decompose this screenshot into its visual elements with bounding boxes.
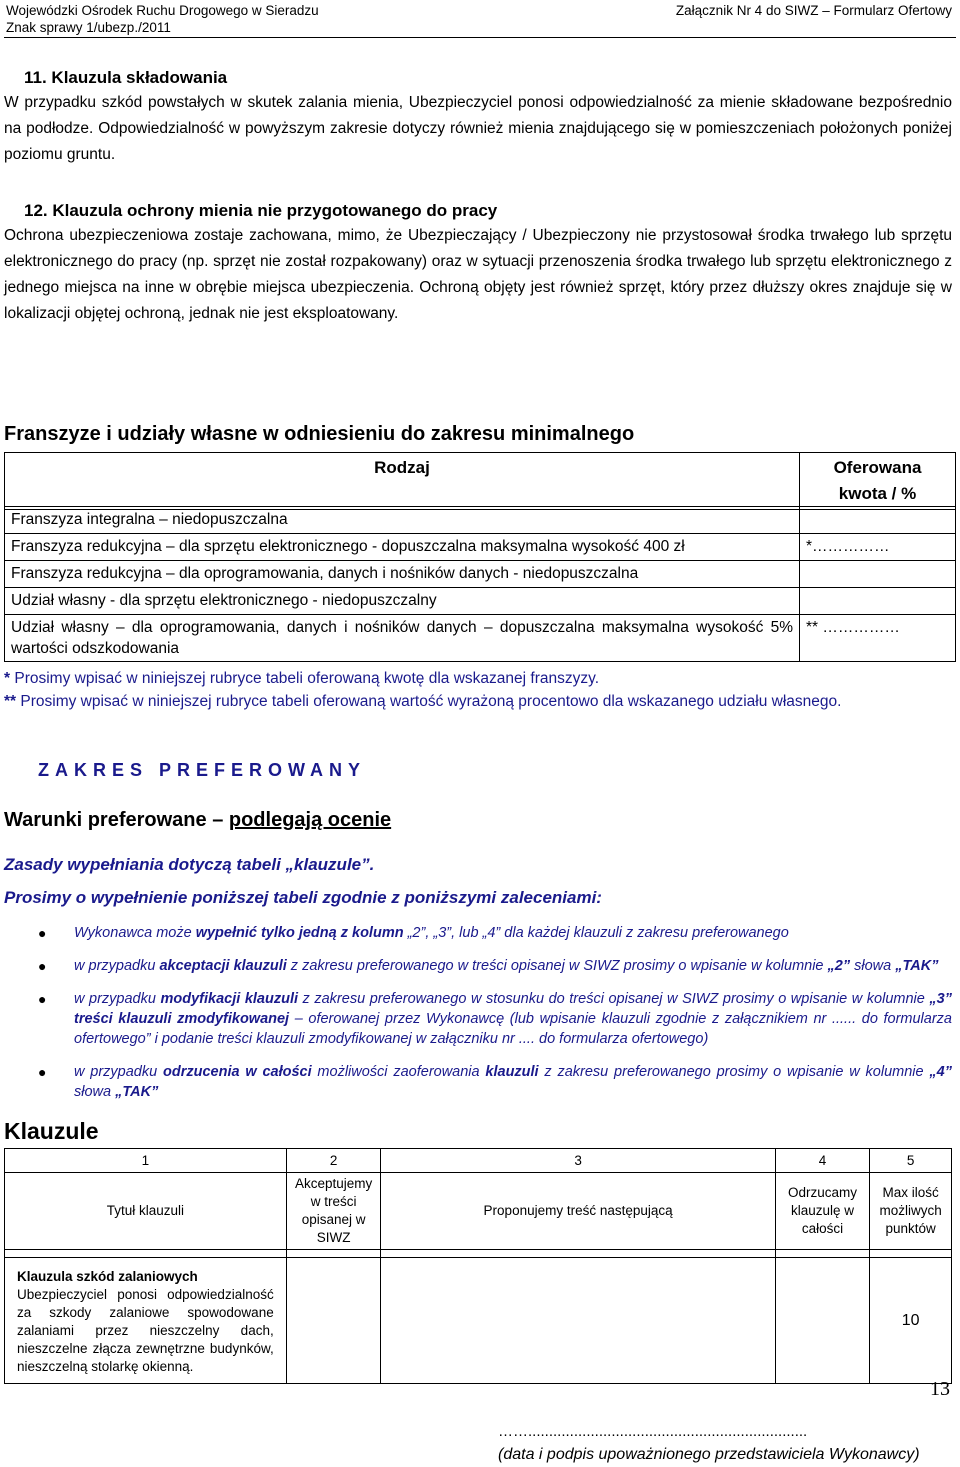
clause-12-title: 12. Klauzula ochrony mienia nie przygotowanego do pracy <box>24 201 498 220</box>
accept-cell[interactable] <box>286 1258 381 1384</box>
table-row: Franszyza redukcyjna – dla sprzętu elektronicznego - dopuszczalna maksymalna wysokość 400 zł *…………… <box>5 534 956 561</box>
clause-11-title: 11. Klauzula składowania <box>24 68 228 87</box>
table-row: Udział własny - dla sprzętu elektronicznego - niedopuszczalny <box>5 588 956 615</box>
header-institution: Wojewódzki Ośrodek Ruchu Drogowego w Sieradzu <box>6 3 319 18</box>
warunki-heading: Warunki preferowane – podlegają ocenie <box>4 809 392 831</box>
bullet-icon: ● <box>38 958 47 974</box>
franchise-rows <box>4 506 956 662</box>
col-rodzaj: Rodzaj <box>5 453 800 510</box>
col-propose: Proponujemy treść następującą <box>381 1173 775 1250</box>
reject-cell[interactable] <box>775 1258 870 1384</box>
table-row <box>5 1258 952 1384</box>
header-divider <box>4 37 956 38</box>
col-reject: Odrzucamy klauzulę w całości <box>775 1173 870 1250</box>
clause-12-text: Ochrona ubezpieczeniowa zostaje zachowana, mimo, że Ubezpieczający / Ubezpieczony nie przystosował środka trwałego lub sprzętu elektronicznego do pracy (np. sprzęt nie został rozpakowany) oraz w sytuacji przenoszenia środka trwałego lub sprzętu elektronicznego z jednego miejsca na inne w obrębie miejsca ubezpieczenia. Ochroną objęty jest również sprzęt, który przez dłuższy okres znajduje się w lokalizacji objętej ochroną, jednak nie jest eksploatowany. <box>4 227 952 322</box>
table-row: Franszyza integralna – niedopuszczalna <box>5 507 956 534</box>
franchise-heading: Franszyze i udziały własne w odniesieniu do zakresu minimalnego <box>4 423 635 445</box>
signature-line: ……................................................................... <box>498 1423 808 1440</box>
deductible-value-input[interactable]: ** …………… <box>800 615 956 662</box>
list-item: ● w przypadku akceptacji klauzuli z zakresu preferowanego w treści opisanej w SIWZ prosimy o wpisanie w kolumnie „2” słowa „TAK” <box>38 958 939 974</box>
propose-cell[interactable] <box>381 1258 775 1384</box>
table-row: 1 2 3 4 5 <box>5 1149 952 1173</box>
col-accept: Akceptujemy w treści opisanej w SIWZ <box>286 1173 381 1250</box>
franchise-value-input[interactable]: *…………… <box>800 534 956 561</box>
klauzule-table <box>4 1148 952 1384</box>
list-item: ● w przypadku modyfikacji klauzuli z zakresu preferowanego w stosunku do treści opisanej w SIWZ prosimy o wpisanie w kolumnie „3” treści klauzuli zmodyfikowanej – oferowanej przez Wykonawcę (lub wpisanie klauzuli zgodnie z załącznikiem nr ...... do formularza ofertowego” i podanie treści klauzuli zmodyfikowanej w załączniku nr .... do formularza ofertowego) <box>38 991 952 1047</box>
franchise-note-1: * Prosimy wpisać w niniejszej rubryce tabeli oferowaną kwotę dla wskazanej franszyzy. <box>4 670 600 687</box>
table-row <box>5 1173 952 1250</box>
clause-title: Klauzula szkód zalaniowych <box>17 1269 198 1284</box>
prosimy-line: Prosimy o wypełnienie poniższej tabeli zgodnie z poniższymi zaleceniami: <box>4 888 602 907</box>
franchise-table <box>4 452 956 510</box>
clause-11-text: W przypadku szkód powstałych w skutek zalania mienia, Ubezpieczyciel ponosi odpowiedzialność za mienie składowane bezpośrednio na podłodze. Odpowiedzialność w powyższym zakresie dotyczy również mienia znajdującego się w pomieszczeniach położonych poniżej poziomu gruntu. <box>4 94 952 163</box>
franchise-note-2: ** Prosimy wpisać w niniejszej rubryce tabeli oferowaną wartość wyrażoną procentowo dla wskazanego udziału własnego. <box>4 693 842 710</box>
list-item: ● w przypadku odrzucenia w całości możliwości zaoferowania klauzuli z zakresu preferowanego prosimy o wpisanie w kolumnie „4” słowa „TAK” <box>38 1064 952 1100</box>
clause-11 <box>4 66 952 168</box>
signature-caption: (data i podpis upoważnionego przedstawiciela Wykonawcy) <box>498 1446 920 1463</box>
table-row: Udział własny – dla oprogramowania, danych i nośników danych – dopuszczalna maksymalna wysokość 5% wartości odszkodowania ** …………… <box>5 615 956 662</box>
zasady-line: Zasady wypełniania dotyczą tabeli „klauzule”. <box>4 855 375 874</box>
col-title: Tytuł klauzuli <box>5 1173 287 1250</box>
clause-12 <box>4 199 952 327</box>
clause-text: Ubezpieczyciel ponosi odpowiedzialność za szkody zalaniowe spowodowane zalaniami przez nieszczelny dach, nieszczelne złącza zewnętrzne budynków, nieszczelną stolarkę okienną. <box>17 1287 274 1374</box>
bullet-icon: ● <box>38 925 47 941</box>
page-number: 13 <box>930 1378 950 1400</box>
table-row: Franszyza redukcyjna – dla oprogramowania, danych i nośników danych - niedopuszczalna <box>5 561 956 588</box>
header-case-number: Znak sprawy 1/ubezp./2011 <box>6 20 171 35</box>
bullet-icon: ● <box>38 1064 47 1080</box>
header-attachment: Załącznik Nr 4 do SIWZ – Formularz Ofertowy <box>675 3 952 18</box>
col-max-points: Max ilość możliwych punktów <box>870 1173 952 1250</box>
col-oferowana: Oferowana kwota / % <box>800 453 956 510</box>
zakres-title: ZAKRES PREFEROWANY <box>38 760 367 780</box>
clause-cell <box>5 1258 287 1384</box>
list-item: ● Wykonawca może wypełnić tylko jedną z kolumn „2”, „3”, lub „4” dla każdej klauzuli z zakresu preferowanego <box>38 925 789 941</box>
points-cell: 10 <box>870 1258 952 1384</box>
table-row <box>5 1250 952 1258</box>
bullet-icon: ● <box>38 991 47 1007</box>
klauzule-heading: Klauzule <box>4 1118 99 1144</box>
